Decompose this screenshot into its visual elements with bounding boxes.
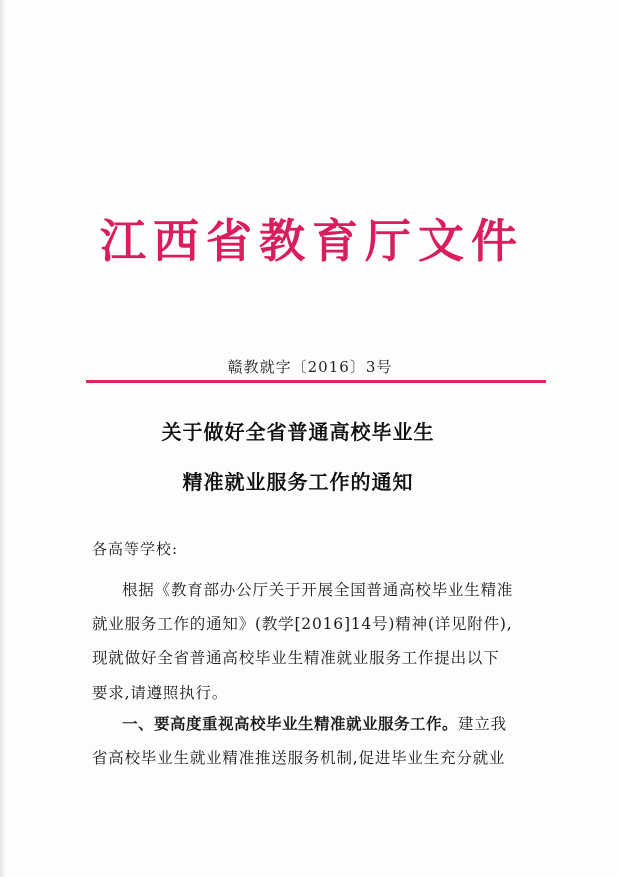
body-text-line: 现就做好全省普通高校毕业生精准就业服务工作提出以下 (92, 649, 500, 667)
body-text-line: 要求,请遵照执行。 (92, 684, 229, 702)
addressee: 各高等学校: (92, 540, 179, 558)
issuer-header-title: 江西省教育厅文件 (100, 214, 524, 268)
notice-title-line-1: 关于做好全省普通高校毕业生 (161, 420, 435, 444)
section-one-heading: 一、要高度重视高校毕业生精准就业服务工作。 (122, 715, 459, 733)
body-text-line: 省高校毕业生就业精准推送服务机制,促进毕业生充分就业 (92, 749, 506, 767)
body-text-line: 就业服务工作的通知》(教学[2016]14号)精神(详见附件), (92, 615, 513, 633)
section-one-text: 建立我 (458, 715, 507, 733)
body-text-line-section-one (122, 712, 507, 734)
document-number: 赣教就字〔2016〕3号 (227, 358, 393, 376)
notice-title-line-2: 精准就业服务工作的通知 (182, 470, 414, 494)
red-divider-rule (86, 380, 546, 383)
body-text-line: 根据《教育部办公厅关于开展全国普通高校毕业生精准 (122, 581, 514, 599)
